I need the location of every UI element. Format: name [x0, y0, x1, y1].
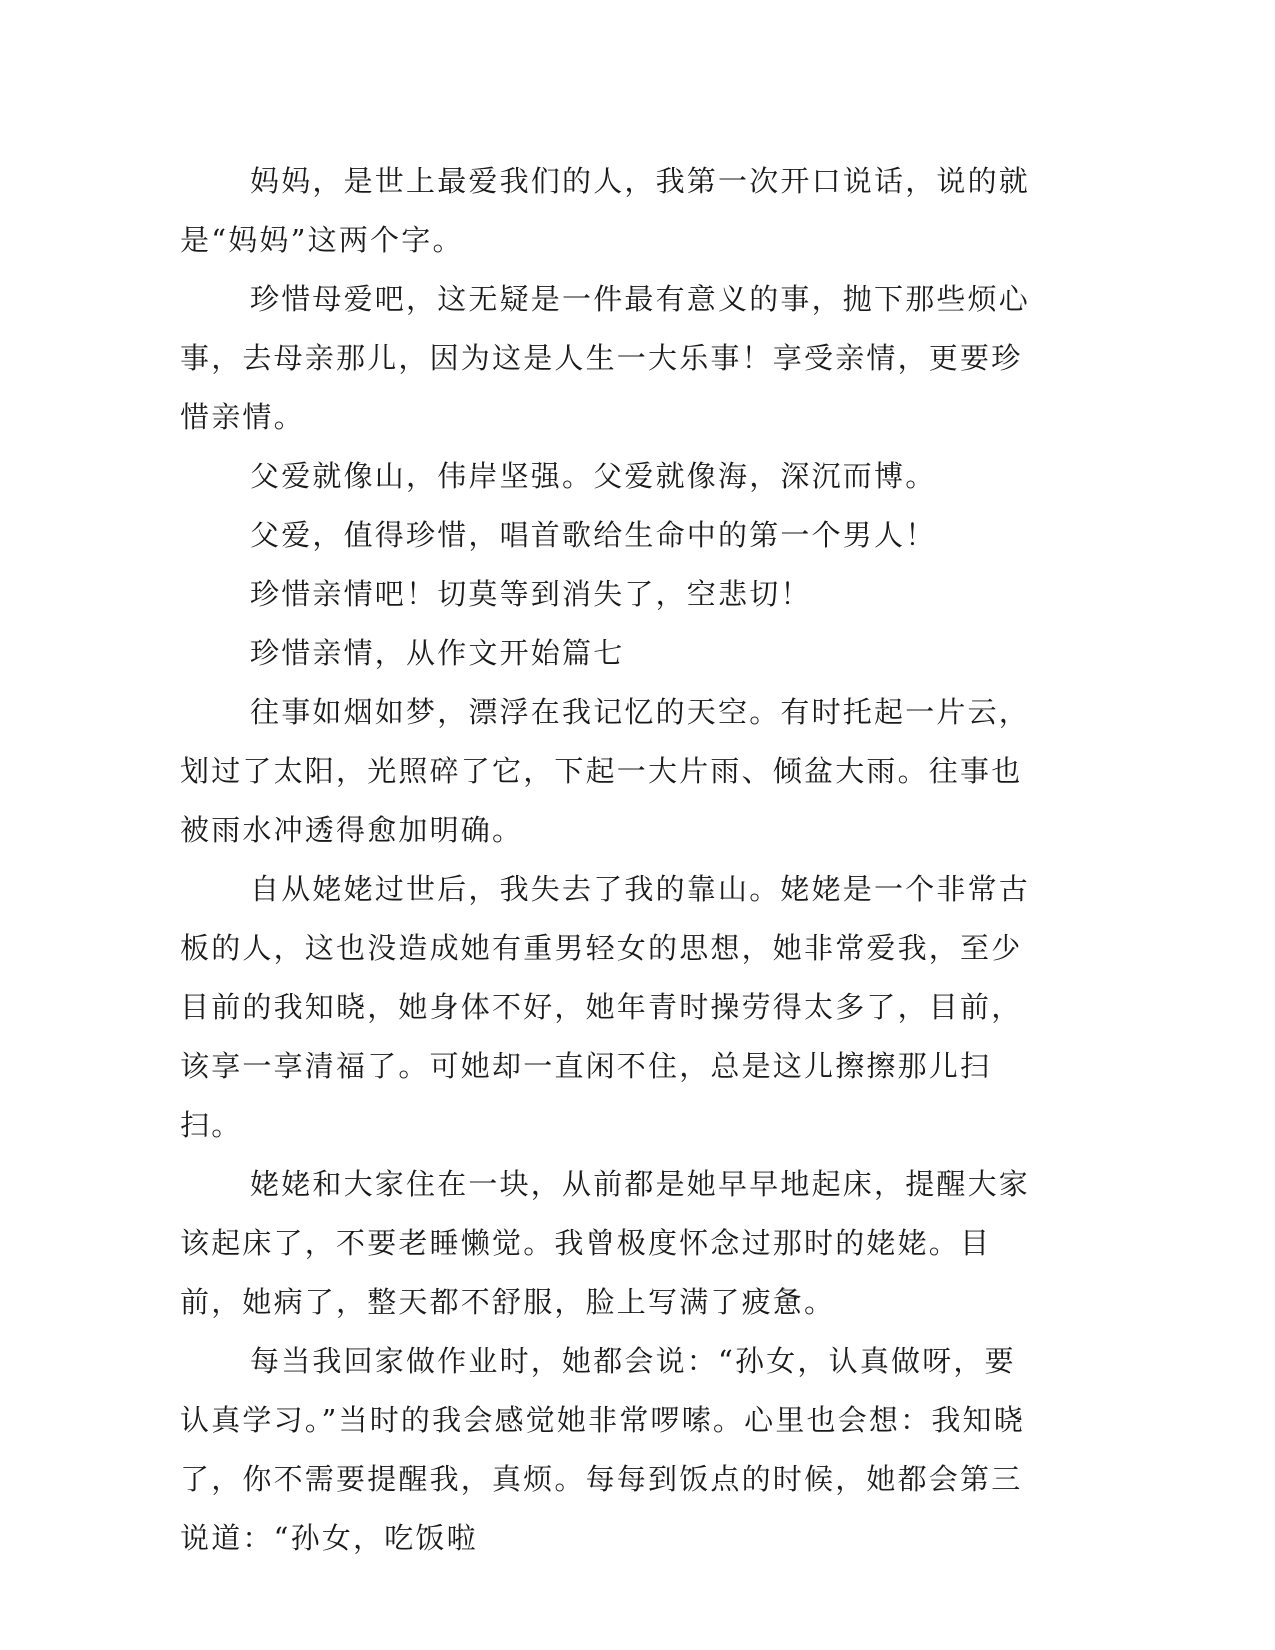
paragraph-7: 往事如烟如梦，漂浮在我记忆的天空。有时托起一片云，划过了太阳，光照碎了它，下起一大片雨、倾盆大雨。往事也被雨水冲透得愈加明确。: [180, 695, 1031, 847]
paragraph-8: 自从姥姥过世后，我失去了我的靠山。姥姥是一个非常古板的人，这也没造成她有重男轻女的思想，她非常爱我，至少目前的我知晓，她身体不好，她年青时操劳得太多了，目前，该享一享清福了。可她却一直闲不住，总是这儿擦擦那儿扫扫。: [180, 872, 1031, 1142]
paragraph-1: 妈妈，是世上最爱我们的人，我第一次开口说话，说的就是“妈妈”这两个字。: [180, 164, 1031, 257]
paragraph-2: 珍惜母爱吧，这无疑是一件最有意义的事，抛下那些烦心事，去母亲那儿，因为这是人生一大乐事！享受亲情，更要珍惜亲情。: [180, 282, 1031, 434]
paragraph-10: 每当我回家做作业时，她都会说：“孙女，认真做呀，要认真学习。”当时的我会感觉她非常啰嗦。心里也会想：我知晓了，你不需要提醒我，真烦。每每到饭点的时候，她都会第三说道：“孙女，吃饭啦: [180, 1344, 1025, 1555]
paragraph-3: 父爱就像山，伟岸坚强。父爱就像海，深沉而博。: [250, 459, 937, 493]
paragraph-9: 姥姥和大家住在一块，从前都是她早早地起床，提醒大家该起床了，不要老睡懒觉。我曾极度怀念过那时的姥姥。目前，她病了，整天都不舒服，脸上写满了疲惫。: [180, 1167, 1031, 1319]
paragraph-5: 珍惜亲情吧！切莫等到消失了，空悲切！: [250, 577, 812, 611]
section-heading: 珍惜亲情，从作文开始篇七: [250, 636, 625, 670]
paragraph-4: 父爱，值得珍惜，唱首歌给生命中的第一个男人！: [250, 518, 937, 552]
document-body: [180, 152, 1040, 1568]
